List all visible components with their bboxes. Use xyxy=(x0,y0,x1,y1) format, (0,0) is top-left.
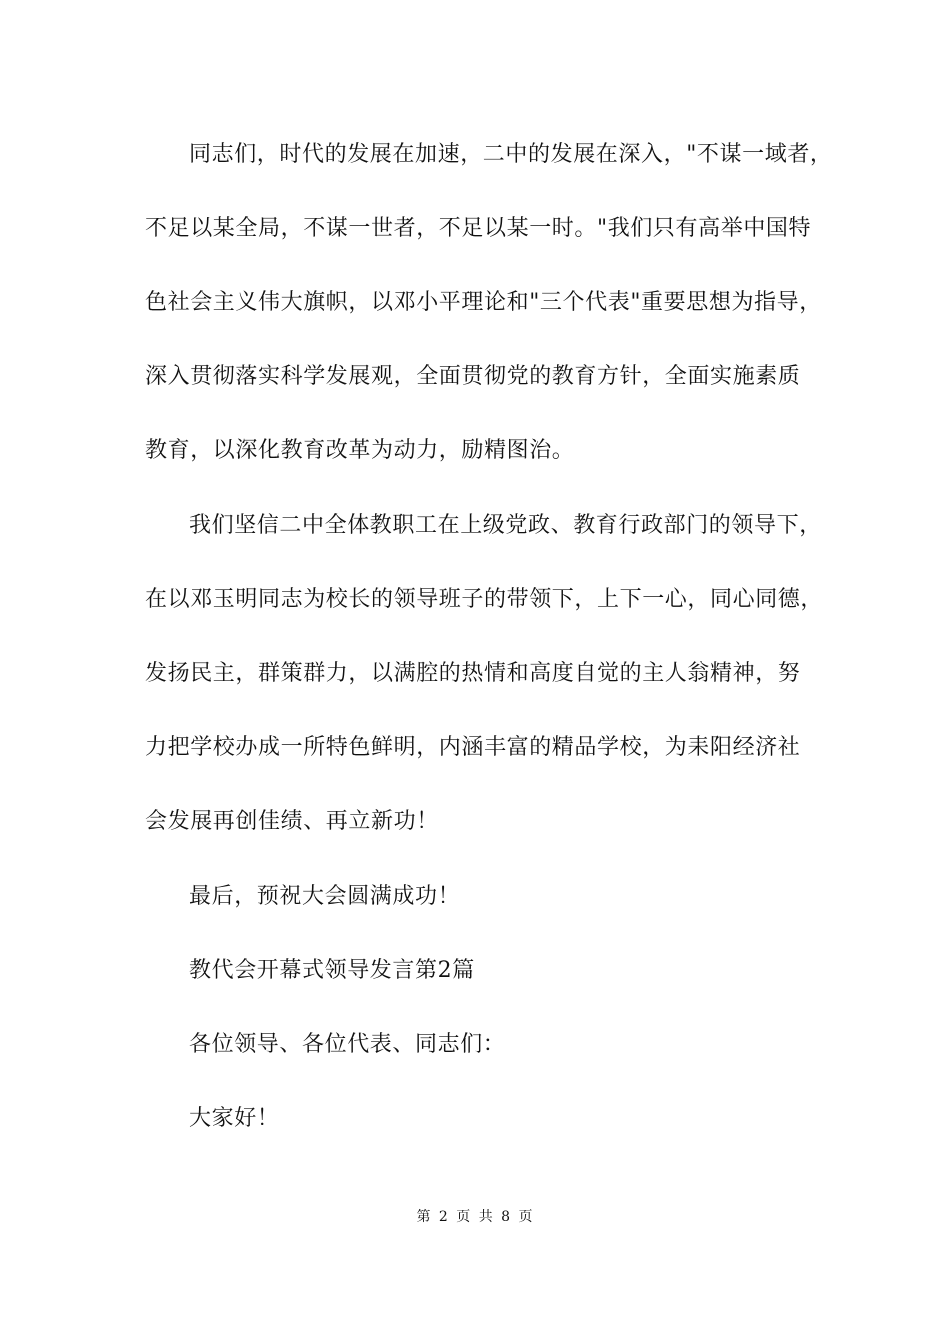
paragraph-line: 会发展再创佳绩、再立新功！ xyxy=(145,809,439,834)
paragraph-line: 我们坚信二中全体教职工在上级党政、教育行政部门的领导下， xyxy=(189,513,822,538)
paragraph-line: 力把学校办成一所特色鲜明，内涵丰富的精品学校，为耒阳经济社 xyxy=(145,735,801,760)
paragraph-line: 发扬民主，群策群力，以满腔的热情和高度自觉的主人翁精神，努 xyxy=(145,661,801,686)
section-heading: 教代会开幕式领导发言第2篇 xyxy=(189,958,475,983)
paragraph-line: 在以邓玉明同志为校长的领导班子的带领下，上下一心，同心同德， xyxy=(145,587,824,612)
footer-current-page: 2 xyxy=(438,1209,449,1225)
paragraph-line: 同志们，时代的发展在加速，二中的发展在深入，"不谋一域者， xyxy=(189,142,833,167)
salutation-line: 各位领导、各位代表、同志们： xyxy=(189,1032,506,1057)
footer-suffix: 页 xyxy=(518,1209,534,1225)
footer-prefix: 第 xyxy=(416,1209,432,1225)
footer-total-word: 共 xyxy=(478,1209,494,1225)
paragraph-line: 不足以某全局，不谋一世者，不足以某一时。"我们只有高举中国特 xyxy=(145,216,812,241)
greeting-line: 大家好！ xyxy=(189,1106,280,1131)
closing-line: 最后，预祝大会圆满成功！ xyxy=(189,884,461,909)
page-footer xyxy=(0,1207,950,1227)
paragraph-line: 色社会主义伟大旗帜，以邓小平理论和"三个代表"重要思想为指导， xyxy=(145,290,822,315)
footer-page-word: 页 xyxy=(456,1209,472,1225)
footer-total-pages: 8 xyxy=(501,1209,512,1225)
paragraph-line: 教育，以深化教育改革为动力，励精图治。 xyxy=(145,438,575,463)
paragraph-line: 深入贯彻落实科学发展观，全面贯彻党的教育方针，全面实施素质 xyxy=(145,364,801,389)
